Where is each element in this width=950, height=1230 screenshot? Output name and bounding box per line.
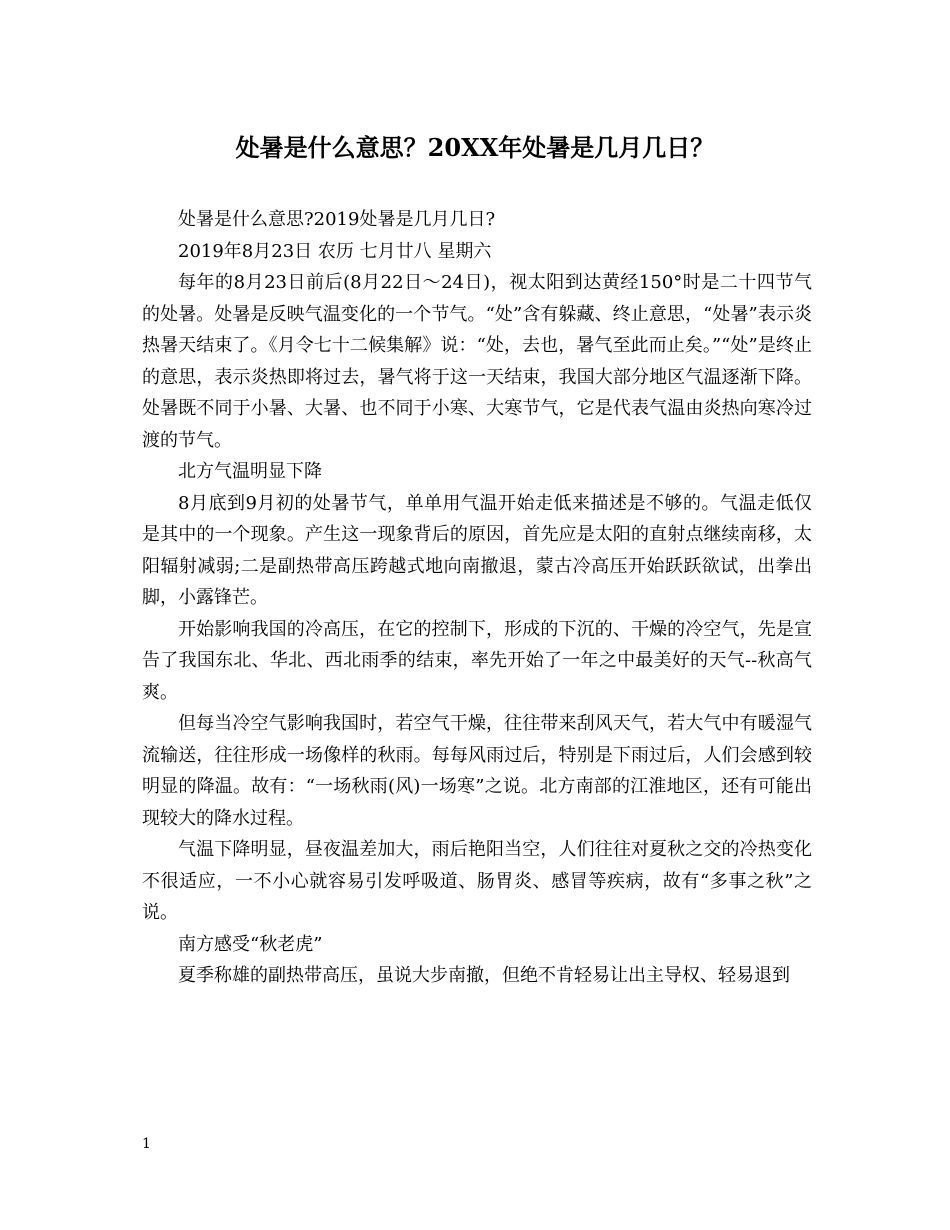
document-title: 处暑是什么意思？20XX年处暑是几月几日？ bbox=[235, 133, 715, 162]
paragraph-cold-high: 开始影响我国的冷高压，在它的控制下，形成的下沉的、干燥的冷空气，先是宣告了我国东北、华北、西北雨季的结束，率先开始了一年之中最美好的天气--秋高气爽。 bbox=[142, 618, 812, 703]
paragraph-autumn-rain: 但每当冷空气影响我国时，若空气干燥，往往带来刮风天气，若大气中有暖湿气流输送，往往形成一场像样的秋雨。每每风雨过后，特别是下雨过后，人们会感到较明显的降温。故有：“一场秋雨(风)一场寒”之说。北方南部的江淮地区，还有可能出现较大的降水过程。 bbox=[142, 713, 812, 829]
paragraph-date: 2019年8月23日 农历 七月廿八 星期六 bbox=[178, 240, 492, 262]
paragraph-intro: 每年的8月23日前后(8月22日～24日)，视太阳到达黄经150°时是二十四节气的处暑。处暑是反映气温变化的一个节气。“处”含有躲藏、终止意思，“处暑”表示炎热暑天结束了。《月令七十二候集解》说：“处，去也，暑气至此而止矣。”“处”是终止的意思，表示炎热即将过去，暑气将于这一天结束，我国大部分地区气温逐渐下降。处暑既不同于小暑、大暑、也不同于小寒、大寒节气，它是代表气温由炎热向寒冷过渡的节气。 bbox=[142, 272, 812, 451]
paragraph-subtitle-question: 处暑是什么意思?2019处暑是几月几日? bbox=[178, 209, 496, 230]
section-heading-south: 南方感受“秋老虎” bbox=[178, 933, 323, 955]
page-number: 1 bbox=[142, 1136, 151, 1152]
paragraph-temperature-drop: 气温下降明显，昼夜温差加大，雨后艳阳当空，人们往往对夏秋之交的冷热变化不很适应，一不小心就容易引发呼吸道、肠胃炎、感冒等疾病，故有“多事之秋”之说。 bbox=[142, 839, 812, 923]
paragraph-north-cause: 8月底到9月初的处暑节气，单单用气温开始走低来描述是不够的。气温走低仅是其中的一个现象。产生这一现象背后的原因，首先应是太阳的直射点继续南移，太阳辐射减弱;二是副热带高压跨越式地向南撤退，蒙古冷高压开始跃跃欲试，出拳出脚，小露锋芒。 bbox=[142, 492, 812, 608]
document-body bbox=[142, 204, 812, 992]
section-heading-north: 北方气温明显下降 bbox=[178, 461, 322, 482]
paragraph-subtropical-high: 夏季称雄的副热带高压，虽说大步南撤，但绝不肯轻易让出主导权、轻易退到 bbox=[178, 965, 790, 986]
